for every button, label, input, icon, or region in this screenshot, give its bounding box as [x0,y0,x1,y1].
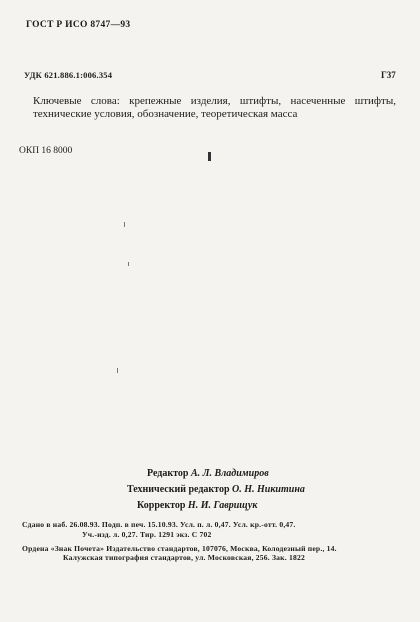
imprint-line-2: Уч.-изд. л. 0,27. Тир. 1291 экз. С 702 [82,530,212,539]
keywords-paragraph: Ключевые слова: крепежные изделия, штифты, насеченные штифты, технические условия, обозначение, теоретическая масса [33,95,396,120]
editor-signature [147,468,269,479]
publisher-line-2: Калужская типография стандартов, ул. Московская, 256. Зак. 1822 [63,553,305,562]
okp-code: ОКП 16 8000 [19,146,73,156]
editor-name: А. Л. Владимиров [190,468,269,479]
scan-speck [124,222,125,227]
tech-editor-role: Технический редактор [127,484,230,495]
udk-code: УДК 621.886.1:006.354 [24,70,113,80]
standard-code-header: ГОСТ Р ИСО 8747—93 [26,20,131,30]
scan-mark [208,152,211,161]
tech-editor-signature [127,484,305,495]
imprint-line-1: Сдано в наб. 26.08.93. Подп. в печ. 15.10.93. Усл. п. л. 0,47. Усл. кр.-отт. 0,47. [22,520,296,529]
corrector-name: Н. И. Гаврищук [187,500,258,511]
corrector-role: Корректор [137,500,186,511]
publisher-line-1: Ордена «Знак Почета» Издательство стандартов, 107076, Москва, Колодезный пер., 14. [22,544,337,553]
editor-role: Редактор [147,468,189,479]
scan-speck [117,368,118,373]
corrector-signature [137,500,257,511]
scan-speck [128,262,129,266]
group-code: Г37 [381,70,396,80]
tech-editor-name: О. Н. Никитина [232,484,305,495]
